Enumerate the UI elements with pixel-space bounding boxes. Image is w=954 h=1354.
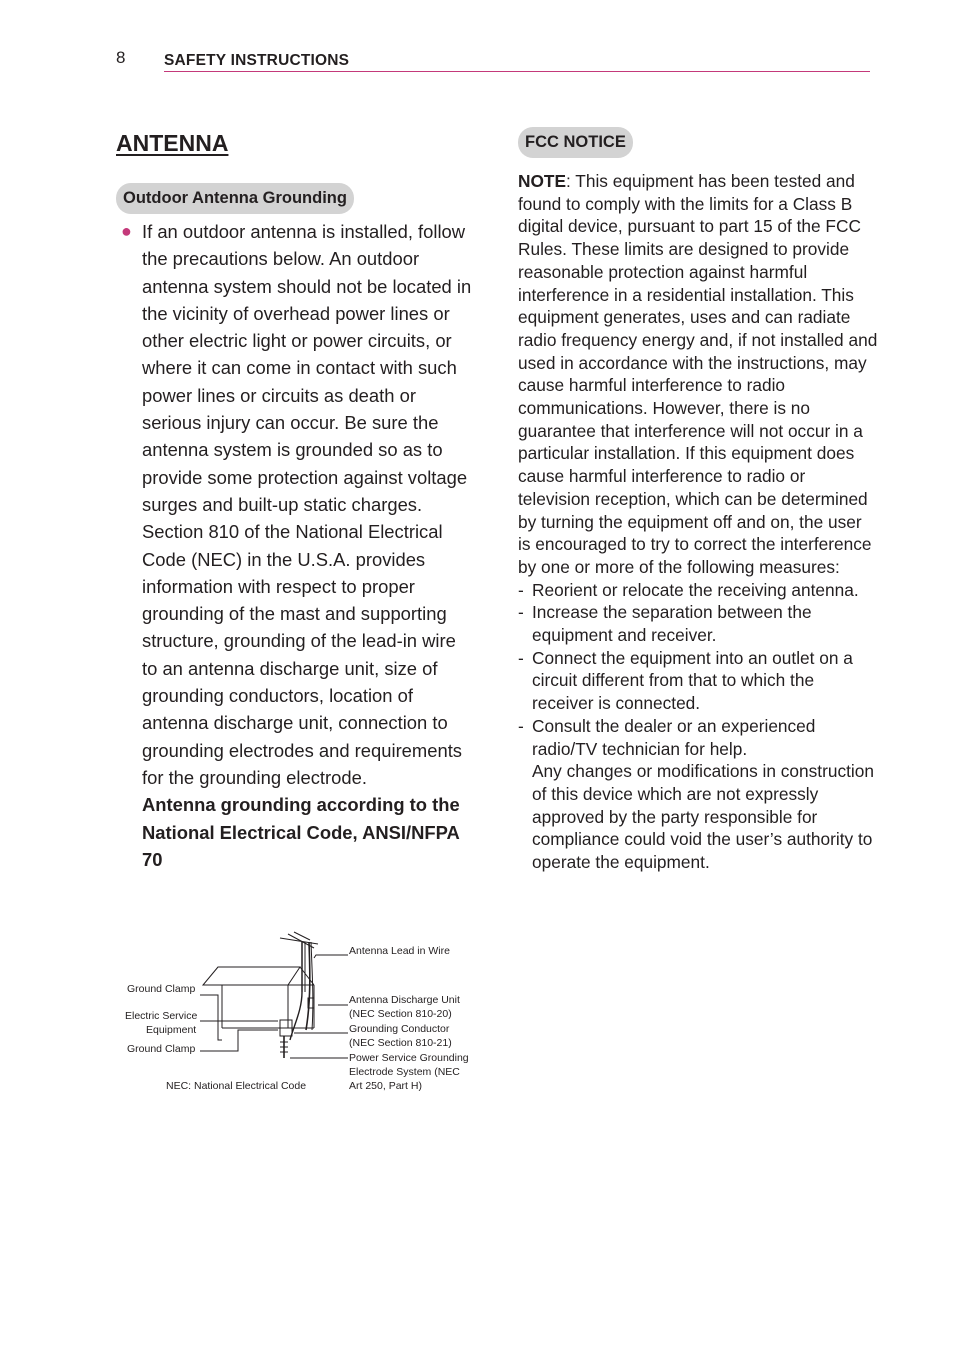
page-number: 8 [116,48,126,67]
fcc-measure-text: Reorient or relocate the receiving antenna. [532,579,859,600]
diagram-label-power-service-3: Art 250, Part H) [349,1080,422,1092]
bullet-icon: ● [121,221,132,241]
dash-marker: - [518,579,524,600]
fcc-measure-item [518,715,878,760]
fcc-measure-text: Consult the dealer or an experienced radio/TV technician for help. [532,715,816,759]
fcc-measure-text: Increase the separation between the equipment and receiver. [532,602,812,646]
diagram-label-electric-service-1: Electric Service [125,1010,198,1022]
fcc-measure-text: Connect the equipment into an outlet on a circuit different from that to which the receiver is connected. [532,647,853,714]
fcc-note-paragraph [518,170,878,579]
antenna-bullet-body [142,218,472,873]
dash-marker: - [518,715,524,736]
dash-marker: - [518,602,524,623]
header-rule [164,71,870,72]
section-header-title: SAFETY INSTRUCTIONS [164,52,350,69]
dash-marker: - [518,647,524,668]
diagram-label-ground-clamp-top: Ground Clamp [127,983,196,995]
fcc-notice-heading: FCC NOTICE [518,127,633,158]
antenna-bullet-text: If an outdoor antenna is installed, follow the precautions below. An outdoor antenna system should not be located in the vicinity of overhead power lines or other electric light or power circuits, or where it can come in contact with such power lines or circuits as death or serious injury can occur. Be sure the antenna system is grounded so as to provide some protection against voltage surges and built-up static charges. Section 810 of the National Electrical Code (NEC) in the U.S.A. provides information with respect to proper grounding of the mast and supporting structure, grounding of the lead-in wire to an antenna discharge unit, size of grounding conductors, location of antenna discharge unit, connection to grounding electrodes and requirements for the grounding electrode. [142,221,472,788]
diagram-label-ground-clamp-bottom: Ground Clamp [127,1043,196,1055]
fcc-note-text: : This equipment has been tested and found to comply with the limits for a Class B digital device, pursuant to part 15 of the FCC Rules. These limits are designed to provide reasonable protection against harmful interference in a residential installation. This equipment generates, uses and can radiate radio frequency energy and, if not installed and used in accordance with the instructions, may cause harmful interference to radio communications. However, there is no guarantee that interference will not occur in a particular installation. If this equipment does cause harmful interference to radio or television reception, which can be determined by turning the equipment off and on, the user is encouraged to try to correct the interference by one or more of the following measures: [518,171,878,577]
diagram-label-grounding-conductor-1: Grounding Conductor [349,1023,450,1035]
diagram-label-antenna-lead: Antenna Lead in Wire [349,945,450,957]
diagram-label-power-service-1: Power Service Grounding [349,1052,469,1064]
fcc-note-label: NOTE [518,171,567,191]
diagram-label-discharge-unit-2: (NEC Section 810-20) [349,1008,452,1020]
antenna-heading: ANTENNA [116,130,229,156]
antenna-grounding-diagram [118,930,478,1100]
antenna-bold-heading: Antenna grounding according to the National Electrical Code, ANSI/NFPA 70 [142,794,460,870]
diagram-nec-note: NEC: National Electrical Code [166,1080,307,1092]
fcc-notice-body [518,170,878,874]
diagram-label-grounding-conductor-2: (NEC Section 810-21) [349,1037,452,1049]
diagram-label-power-service-2: Electrode System (NEC [349,1066,460,1078]
fcc-measure-item [518,601,878,646]
fcc-measure-item [518,647,878,715]
diagram-label-discharge-unit-1: Antenna Discharge Unit [349,994,460,1006]
diagram-label-electric-service-2: Equipment [146,1024,197,1036]
outdoor-antenna-grounding-subheading: Outdoor Antenna Grounding [116,183,354,214]
house-roof-shape [203,967,300,985]
fcc-closing-text: Any changes or modifications in construction of this device which are not expressly approved by the party responsible for compliance could void the user’s authority to operate the equipment. [532,761,874,873]
fcc-measure-item [518,579,878,602]
